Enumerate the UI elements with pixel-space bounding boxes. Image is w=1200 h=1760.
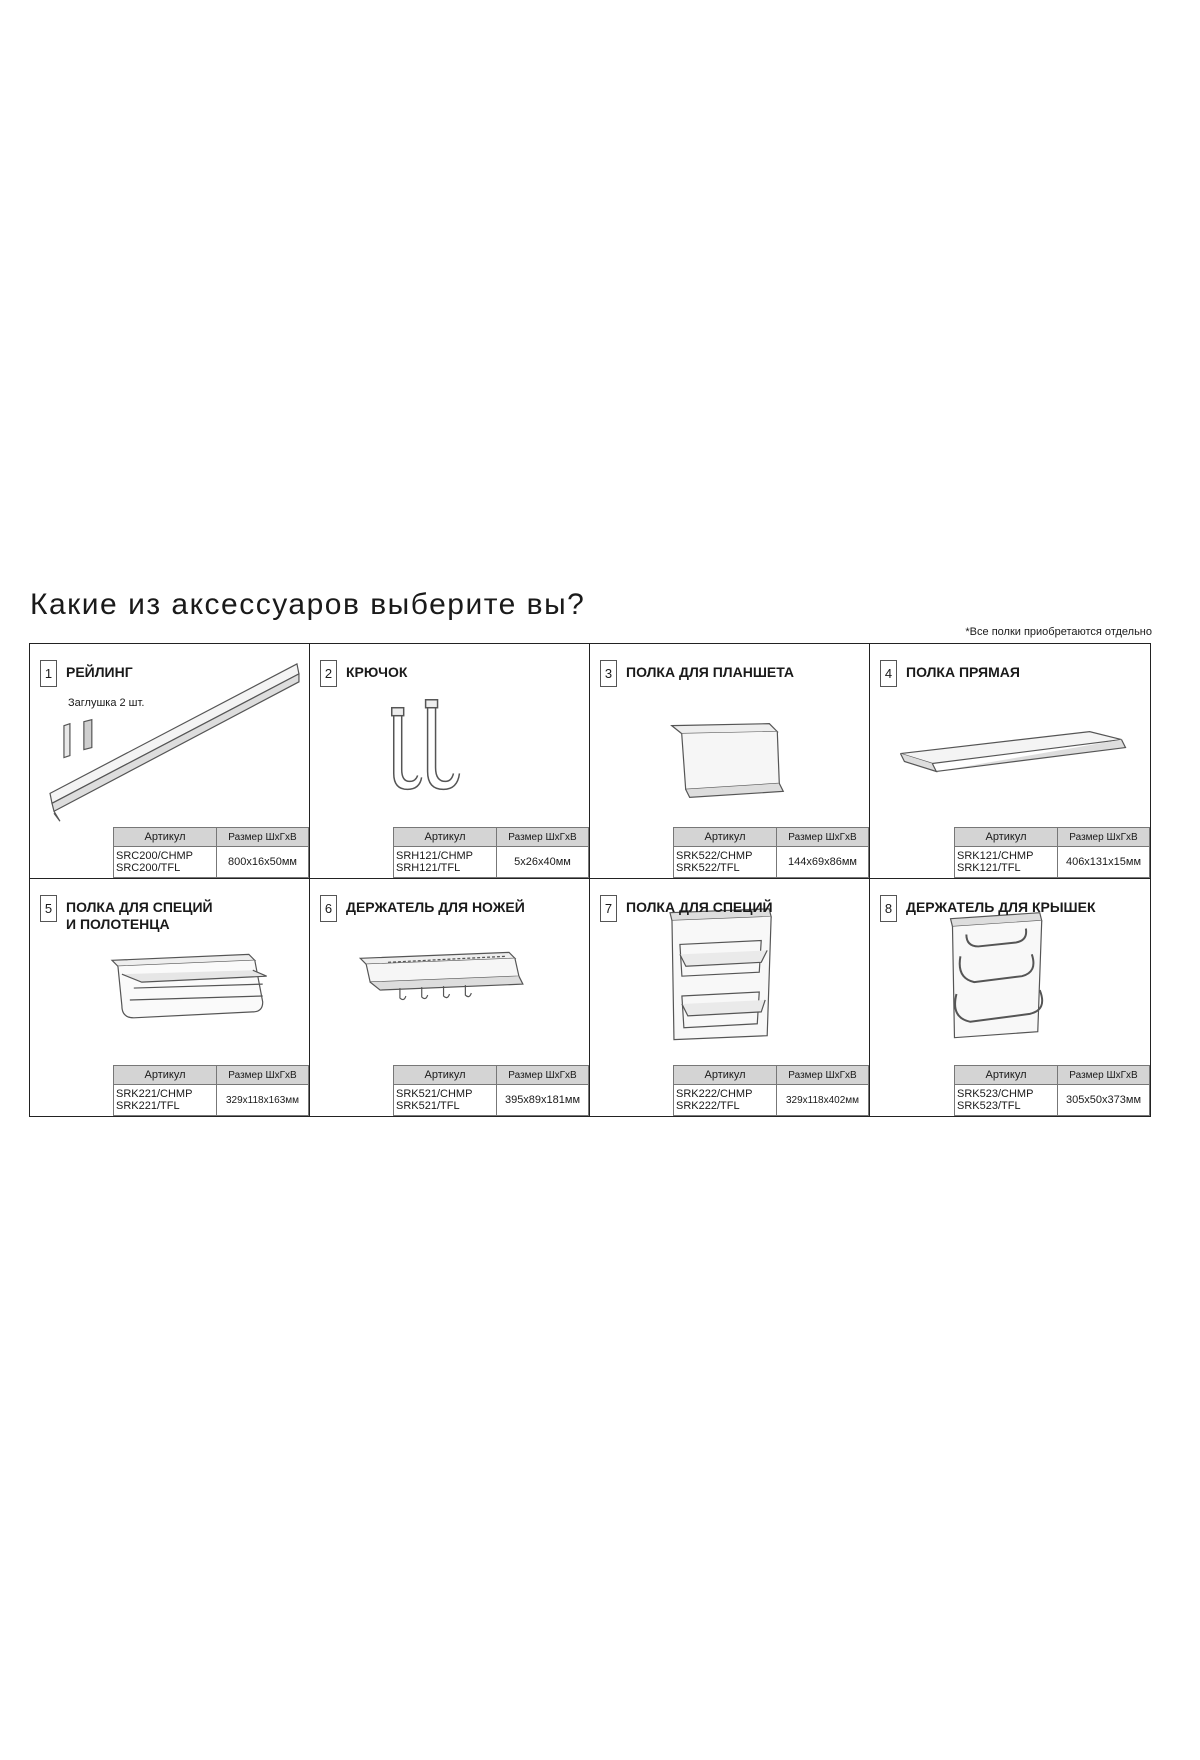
code: SRK523/CHMP — [957, 1088, 1034, 1100]
header-size: Размер ШхГхВ — [497, 828, 589, 847]
item-name: ПОЛКА ДЛЯ ПЛАНШЕТА — [626, 664, 795, 680]
product-cell — [30, 879, 310, 1116]
item-number: 4 — [880, 660, 897, 687]
code: SRK521/CHMP — [396, 1088, 473, 1100]
item-number: 3 — [600, 660, 617, 687]
code: SRH121/CHMP — [396, 850, 474, 862]
code: SRK121/TFL — [957, 862, 1021, 874]
header-size: Размер ШхГхВ — [1058, 828, 1150, 847]
item-name-line2: И ПОЛОТЕНЦА — [66, 916, 170, 932]
code: SRK121/CHMP — [957, 850, 1034, 862]
codes — [674, 1085, 777, 1116]
item-name: ДЕРЖАТЕЛЬ ДЛЯ НОЖЕЙ — [346, 899, 525, 915]
size: 329x118x163мм — [217, 1085, 309, 1116]
item-number: 2 — [320, 660, 337, 687]
item-name-line1: ПОЛКА ДЛЯ СПЕЦИЙ — [66, 899, 213, 915]
size: 5x26x40мм — [497, 847, 589, 878]
header-size: Размер ШхГхВ — [777, 1066, 869, 1085]
header-article: Артикул — [955, 828, 1058, 847]
code: SRH121/TFL — [396, 862, 461, 874]
product-cell — [590, 644, 870, 879]
code: SRC200/CHMP — [116, 850, 194, 862]
header-article: Артикул — [394, 828, 497, 847]
code: SRK221/TFL — [116, 1100, 180, 1112]
product-cell — [590, 879, 870, 1116]
item-name: ДЕРЖАТЕЛЬ ДЛЯ КРЫШЕК — [906, 899, 1096, 915]
code: SRK522/TFL — [676, 862, 740, 874]
size: 329x118x402мм — [777, 1085, 869, 1116]
header-size: Размер ШхГхВ — [777, 828, 869, 847]
item-extra: Заглушка 2 шт. — [68, 697, 145, 709]
note: *Все полки приобретаются отдельно — [965, 626, 1152, 638]
header-article: Артикул — [114, 1066, 217, 1085]
item-name: КРЮЧОК — [346, 664, 408, 680]
header-article: Артикул — [394, 1066, 497, 1085]
product-cell — [30, 644, 310, 879]
product-cell — [870, 879, 1150, 1116]
header-article: Артикул — [674, 1066, 777, 1085]
code: SRK221/CHMP — [116, 1088, 193, 1100]
size: 800x16x50мм — [217, 847, 309, 878]
item-name: ПОЛКА ПРЯМАЯ — [906, 664, 1020, 680]
codes — [955, 1085, 1058, 1116]
code: SRK222/TFL — [676, 1100, 740, 1112]
product-grid — [29, 643, 1151, 1117]
codes — [955, 847, 1058, 878]
size: 144x69x86мм — [777, 847, 869, 878]
spec-table — [113, 1065, 309, 1116]
item-number: 6 — [320, 895, 337, 922]
spec-table — [673, 1065, 869, 1116]
spec-table — [393, 827, 589, 878]
item-number: 8 — [880, 895, 897, 922]
code: SRK222/CHMP — [676, 1088, 753, 1100]
codes — [114, 847, 217, 878]
item-name: РЕЙЛИНГ — [66, 664, 133, 680]
codes — [394, 1085, 497, 1116]
product-cell — [870, 644, 1150, 879]
spec-table — [113, 827, 309, 878]
code: SRK522/CHMP — [676, 850, 753, 862]
item-name: ПОЛКА ДЛЯ СПЕЦИЙ — [626, 899, 773, 915]
product-cell — [310, 879, 590, 1116]
page-title: Какие из аксессуаров выберите вы? — [30, 588, 586, 621]
size: 395x89x181мм — [497, 1085, 589, 1116]
size: 305x50x373мм — [1058, 1085, 1150, 1116]
spec-table — [673, 827, 869, 878]
size: 406x131x15мм — [1058, 847, 1150, 878]
codes — [674, 847, 777, 878]
code: SRK521/TFL — [396, 1100, 460, 1112]
header-article: Артикул — [955, 1066, 1058, 1085]
item-number: 5 — [40, 895, 57, 922]
item-number: 1 — [40, 660, 57, 687]
codes — [114, 1085, 217, 1116]
product-cell — [310, 644, 590, 879]
item-name — [66, 899, 213, 933]
spec-table — [393, 1065, 589, 1116]
item-number: 7 — [600, 895, 617, 922]
header-size: Размер ШхГхВ — [497, 1066, 589, 1085]
header-article: Артикул — [674, 828, 777, 847]
spec-table — [954, 827, 1150, 878]
code: SRK523/TFL — [957, 1100, 1021, 1112]
header-size: Размер ШхГхВ — [217, 828, 309, 847]
codes — [394, 847, 497, 878]
spec-table — [954, 1065, 1150, 1116]
header-size: Размер ШхГхВ — [1058, 1066, 1150, 1085]
header-article: Артикул — [114, 828, 217, 847]
code: SRC200/TFL — [116, 862, 181, 874]
header-size: Размер ШхГхВ — [217, 1066, 309, 1085]
